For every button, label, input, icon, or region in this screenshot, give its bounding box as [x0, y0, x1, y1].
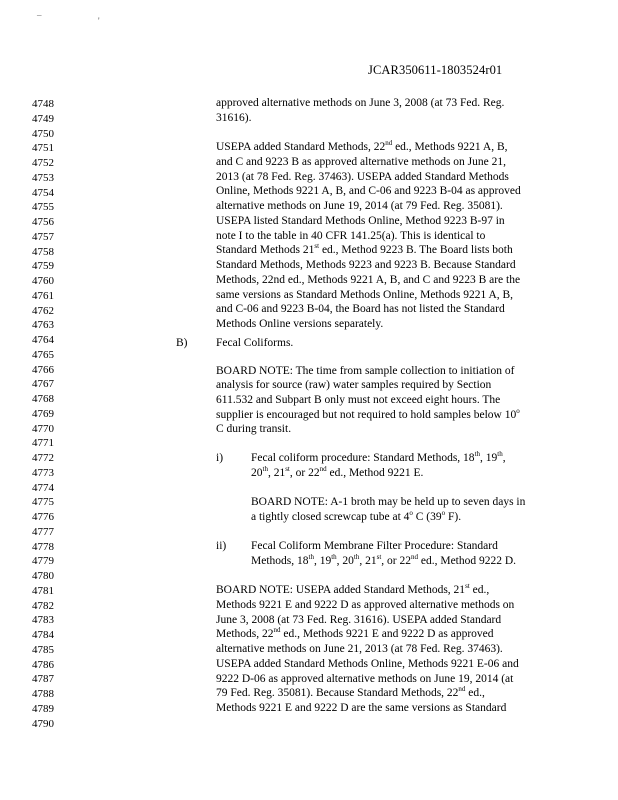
- line-number: 4752: [32, 157, 54, 169]
- line-number: 4776: [32, 511, 54, 523]
- para-usepa-line-9: Standard Methods, Methods 9223 and 9223 B. Because Standard: [216, 259, 516, 271]
- board-note-3-line-1: BOARD NOTE: USEPA added Standard Methods, 21st ed.,: [216, 582, 490, 596]
- line-number: 4763: [32, 319, 54, 332]
- line-number: 4788: [32, 688, 54, 700]
- line-number: 4766: [32, 363, 54, 376]
- line-number: 4753: [32, 171, 54, 184]
- para-usepa-line-8: Standard Methods 21st ed., Method 9223 B. The Board lists both: [216, 242, 513, 256]
- item-ii-line-2: Methods, 18th, 19th, 20th, 21st, or 22nd ed., Method 9222 D.: [251, 553, 517, 567]
- line-number: 4757: [32, 230, 54, 243]
- para-usepa-line-5: alternative methods on June 19, 2014 (at 79 Fed. Reg. 35081).: [216, 200, 503, 212]
- line-number: 4775: [32, 496, 54, 509]
- board-note-3-line-5: alternative methods on June 21, 2013 (at 78 Fed. Reg. 37463).: [216, 643, 503, 655]
- line-number: 4761: [32, 289, 54, 302]
- line-number: 4770: [32, 422, 54, 435]
- line-number: 4784: [32, 629, 54, 641]
- para-usepa-line-2: and C and 9223 B as approved alternative methods on June 21,: [216, 156, 506, 168]
- line-number: 4749: [32, 112, 54, 125]
- line-number: 4769: [32, 407, 54, 420]
- board-note-1-line-5: C during transit.: [216, 423, 292, 435]
- line-number: 4773: [32, 466, 54, 479]
- board-note-3-line-2: Methods 9221 E and 9222 D as approved alternative methods on: [216, 599, 515, 611]
- line-number-column: [32, 97, 54, 731]
- item-i-label: i): [216, 452, 224, 464]
- para-usepa-line-11: same versions as Standard Methods Online, Methods 9221 A, B,: [216, 289, 514, 301]
- line-number: 4783: [32, 614, 54, 627]
- para-approved-line-1: approved alternative methods on June 3, 2008 (at 73 Fed. Reg.: [216, 97, 505, 109]
- para-usepa-line-13: Methods Online versions separately.: [216, 318, 384, 330]
- line-number: 4762: [32, 304, 54, 317]
- para-usepa-line-12: and C-06 and 9223 B-04, the Board has not listed the Standard: [216, 303, 505, 315]
- line-number: 4748: [32, 98, 54, 110]
- board-note-3-line-3: June 3, 2008 (at 73 Fed. Reg. 31616). USEPA added Standard: [216, 614, 502, 626]
- line-number: 4759: [32, 260, 54, 273]
- line-number: 4772: [32, 452, 54, 464]
- board-note-1-line-2: analysis for source (raw) water samples required by Section: [216, 379, 492, 391]
- board-note-2-line-2: a tightly closed screwcap tube at 4$^o$ C (39$^o$ F).: [251, 509, 462, 523]
- board-note-3-line-8: 79 Fed. Reg. 35081). Because Standard Methods, 22nd ed.,: [216, 685, 485, 699]
- line-number: 4786: [32, 658, 54, 671]
- line-number: 4767: [32, 378, 54, 391]
- para-usepa-line-7: note I to the table in 40 CFR 141.25(a). This is identical to: [216, 230, 486, 242]
- para-usepa-line-6: USEPA listed Standard Methods Online, Method 9223 B-97 in: [216, 215, 505, 227]
- item-ii-line-1: Fecal Coliform Membrane Filter Procedure: Standard: [251, 540, 498, 552]
- corner-mark-right: ': [98, 16, 100, 26]
- para-usepa-line-1: USEPA added Standard Methods, 22nd ed., Methods 9221 A, B,: [216, 139, 508, 153]
- section-b-title: Fecal Coliforms.: [216, 337, 294, 349]
- board-note-2-line-1: BOARD NOTE: A-1 broth may be held up to seven days in: [251, 496, 526, 508]
- line-number: 4774: [32, 481, 54, 494]
- section-b-label: B): [176, 337, 188, 349]
- document-id: JCAR350611-1803524r01: [368, 63, 503, 77]
- line-number: 4778: [32, 540, 54, 553]
- line-number: 4771: [32, 437, 54, 450]
- line-number: 4750: [32, 127, 54, 140]
- board-note-3-line-4: Methods, 22nd ed., Methods 9221 E and 9222 D as approved: [216, 626, 494, 640]
- line-number: 4751: [32, 142, 54, 155]
- line-number: 4782: [32, 599, 54, 612]
- corner-mark-left: ¯: [37, 14, 42, 24]
- para-approved-line-2: 31616).: [216, 112, 252, 124]
- line-number: 4780: [32, 570, 54, 582]
- line-number: 4760: [32, 275, 54, 287]
- para-usepa-line-3: 2013 (at 78 Fed. Reg. 37463). USEPA added Standard Methods: [216, 171, 509, 183]
- line-number: 4765: [32, 348, 54, 361]
- item-i-line-1: Fecal coliform procedure: Standard Methods, 18th, 19th,: [251, 450, 506, 464]
- board-note-1-line-3: 611.532 and Subpart B only must not exceed eight hours. The: [216, 394, 501, 406]
- item-ii-label: ii): [216, 540, 227, 552]
- line-number: 4764: [32, 334, 54, 346]
- line-number: 4781: [32, 584, 54, 597]
- para-usepa-line-10: Methods, 22nd ed., Methods 9221 A, B, and C and 9223 B are the: [216, 274, 521, 286]
- line-number: 4790: [32, 717, 54, 730]
- line-number: 4758: [32, 245, 54, 258]
- line-number: 4787: [32, 673, 54, 686]
- board-note-3-line-6: USEPA added Standard Methods Online, Methods 9221 E-06 and: [216, 658, 519, 670]
- board-note-1-line-1: BOARD NOTE: The time from sample collection to initiation of: [216, 365, 515, 377]
- board-note-3-line-7: 9222 D-06 as approved alternative methods on June 19, 2014 (at: [216, 673, 514, 685]
- line-number: 4755: [32, 201, 54, 214]
- item-i-line-2: 20th, 21st, or 22nd ed., Method 9221 E.: [251, 465, 424, 479]
- para-usepa-line-4: Online, Methods 9221 A, B, and C-06 and 9223 B-04 as approved: [216, 185, 521, 197]
- line-number: 4768: [32, 393, 54, 405]
- line-number: 4777: [32, 525, 54, 538]
- board-note-3-line-9: Methods 9221 E and 9222 D are the same versions as Standard: [216, 702, 507, 714]
- line-number: 4779: [32, 555, 54, 568]
- line-number: 4756: [32, 216, 54, 228]
- board-note-1-line-4: supplier is encouraged but not required to hold samples below 10$^o$: [216, 407, 520, 421]
- line-number: 4789: [32, 702, 54, 715]
- line-number: 4754: [32, 186, 54, 199]
- line-number: 4785: [32, 643, 54, 656]
